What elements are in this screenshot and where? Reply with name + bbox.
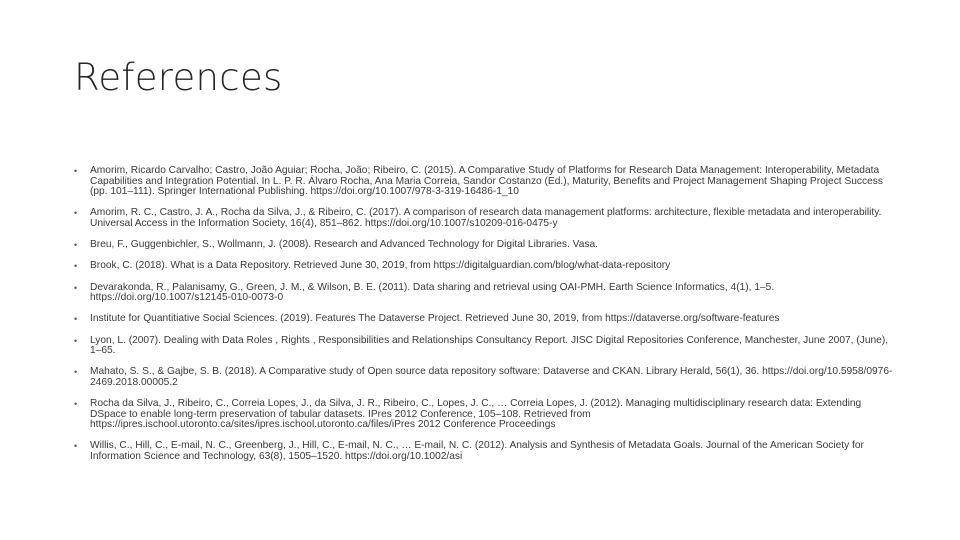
reference-item <box>74 166 894 198</box>
reference-item <box>74 314 894 325</box>
reference-text: Breu, F., Guggenbichler, S., Wollmann, J. (2008). Research and Advanced Technology for Digital Libraries. Vasa. <box>90 239 598 251</box>
reference-item <box>74 208 894 229</box>
bullet-icon: • <box>74 261 78 272</box>
bullet-icon: • <box>74 441 78 452</box>
reference-text: Willis, C., Hill, C., E-mail, N. C., Greenberg, J., Hill, C., E-mail, N. C., … E-mail, N. C. (2012). Analysis and Synthesis of Metadata Goals. Journal of the American Society for Information Science and Technology, 63(8), 1505–1520. https://doi.org/10.1002/asi <box>90 440 864 463</box>
reference-item <box>74 367 894 388</box>
bullet-icon: • <box>74 240 78 251</box>
reference-text: Amorim, R. C., Castro, J. A., Rocha da Silva, J., & Ribeiro, C. (2017). A comparison of research data management platforms: architecture, flexible metadata and interoperability. Universal Access in the Information Society, 16(4), 851–862. https://doi.org/10.1007/s10209-016-0475-y <box>90 207 882 229</box>
reference-text: Mahato, S. S., & Gajbe, S. B. (2018). A Comparative study of Open source data repository software: Dataverse and CKAN. Library Herald, 56(1), 36. https://doi.org/10.5958/0976-2469.2018.00005.2 <box>90 366 893 388</box>
reference-text: Institute for Quantitiative Social Sciences. (2019). Features The Dataverse Project. Retrieved June 30, 2019, from https://dataverse.org/software-features <box>90 313 780 325</box>
reference-text: Rocha da Silva, J., Ribeiro, C., Correia Lopes, J., da Silva, J. R., Ribeiro, C., Lopes, J. C., … Correia Lopes, J. (2012). Managing multidisciplinary research data: Extending DSpace to enable long-term preservation of tabular datasets. IPres 2012 Conference, 105–108. Retrieved from https://ipres.ischool.utoronto.ca/sites/ipres.ischool.utoronto.ca/files/iPres 2012 Conference Proceedings <box>90 398 862 431</box>
reference-item <box>74 441 894 462</box>
reference-item <box>74 283 894 304</box>
bullet-icon: • <box>74 367 78 378</box>
bullet-icon: • <box>74 314 78 325</box>
reference-text: Lyon, L. (2007). Dealing with Data Roles , Rights , Responsibilities and Relationships Consultancy Report. JISC Digital Repositories Conference, Manchester, June 2007, (June), 1–65. <box>90 334 889 357</box>
slide-title: References <box>74 56 283 99</box>
reference-item <box>74 240 894 251</box>
bullet-icon: • <box>74 208 78 219</box>
reference-item <box>74 336 894 357</box>
reference-text: Brook, C. (2018). What is a Data Repository. Retrieved June 30, 2019, from https://digitalguardian.com/blog/what-data-repository <box>90 260 671 272</box>
reference-item <box>74 261 894 272</box>
reference-item <box>74 399 894 431</box>
bullet-icon: • <box>74 282 78 293</box>
reference-text: Amorim, Ricardo Carvalho; Castro, João Aguiar; Rocha, João; Ribeiro, C. (2015). A Comparative Study of Platforms for Research Data Management: Interoperability, Metadata Capabilities and Integration Potential. In L. P. R. Álvaro Rocha, Ana Maria Correia, Sandor Costanzo (Ed.), Maturity, Benefits and Project Management Shaping Project Success (pp. 101–111). Springer International Publishing. https://doi.org/10.1007/978-3-319-16486-1_10 <box>90 165 883 198</box>
bullet-icon: • <box>74 335 78 346</box>
bullet-icon: • <box>74 166 78 176</box>
reference-text: Devarakonda, R., Palanisamy, G., Green, J. M., & Wilson, B. E. (2011). Data sharing and retrieval using OAI-PMH. Earth Science Informatics, 4(1), 1–5. https://doi.org/10.1007/s12145-010-0073-0 <box>90 281 775 304</box>
reference-list <box>74 166 894 473</box>
bullet-icon: • <box>74 399 78 410</box>
